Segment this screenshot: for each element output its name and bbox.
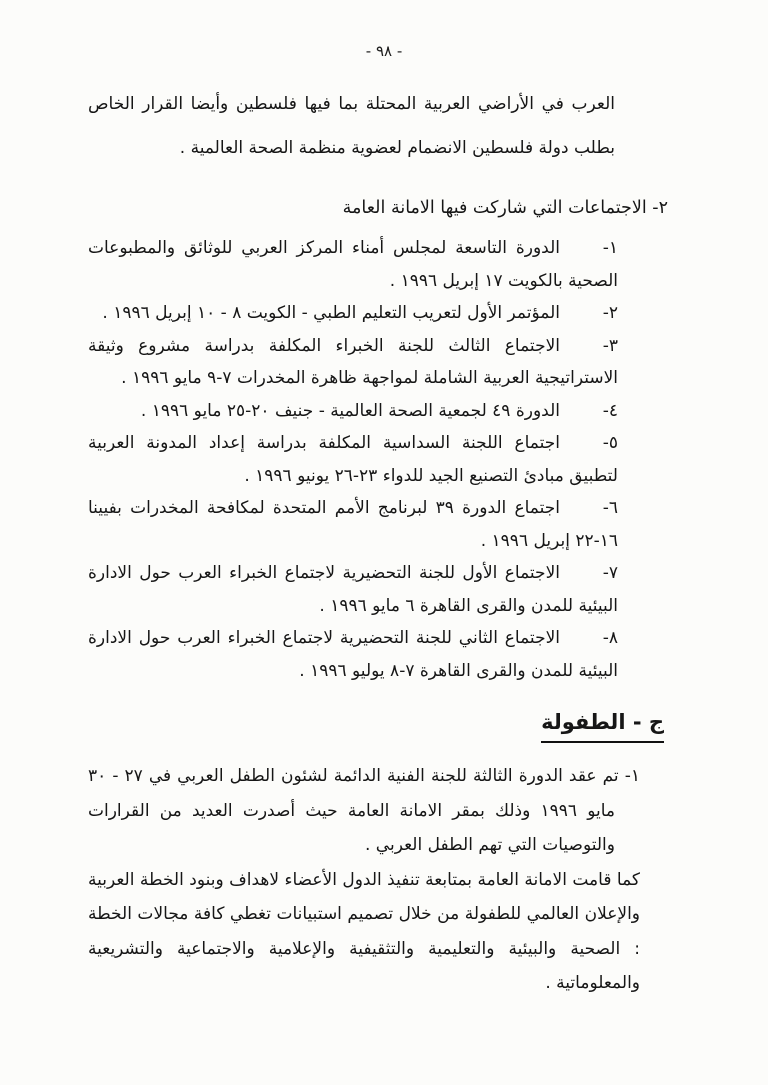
list-item: [88, 427, 618, 492]
meetings-list: [88, 232, 618, 687]
item-text: اجتماع اللجنة السداسية المكلفة بدراسة إعداد المدونة العربية لتطبيق مبادئ التصنيع الجيد للدواء ٢٣-٢٦ يونيو ١٩٩٦ .: [88, 433, 618, 486]
paragraph-text: تم عقد الدورة الثالثة للجنة الفنية الدائمة لشئون الطفل العربي في ٢٧ - ٣٠ مايو ١٩٩٦ وذلك بمقر الامانة العامة حيث أصدرت العديد من القرارات والتوصيات التي تهم الطفل العربي .: [88, 766, 619, 855]
item-number: ٥-: [602, 433, 618, 453]
item-text: الدورة التاسعة لمجلس أمناء المركز العربي للوثائق والمطبوعات الصحية بالكويت ١٧ إبريل ١٩٩٦ .: [88, 238, 618, 291]
item-text: اجتماع الدورة ٣٩ لبرنامج الأمم المتحدة لمكافحة المخدرات بفيينا ١٦-٢٢ إبريل ١٩٩٦ .: [88, 498, 618, 551]
childhood-heading-text: ج - الطفولة: [541, 707, 664, 743]
childhood-paragraph-2: كما قامت الامانة العامة بمتابعة تنفيذ الدول الأعضاء لاهداف وبنود الخطة العربية والإعلان العالمي للطفولة من خلال تصميم استبيانات تغطي كافة مجالات الخطة : الصحية والبيئية والتعليمية والتثقيفية والإعلامية والاجتماعية والتشريعية والمعلوماتية .: [88, 869, 640, 993]
page-number: - ٩٨ -: [365, 42, 403, 60]
item-text: الاجتماع الثاني للجنة التحضيرية لاجتماع الخبراء العرب حول الادارة البيئية للمدن والقرى القاهرة ٧-٨ يوليو ١٩٩٦ .: [88, 628, 618, 681]
item-number: ٣-: [602, 335, 618, 356]
childhood-paragraph-1: [88, 759, 640, 863]
list-item: [88, 622, 618, 687]
item-text: الاجتماع الثالث للجنة الخبراء المكلفة بدراسة مشروع وثيقة الاستراتيجية العربية الشاملة لمواجهة ظاهرة المخدرات ٧-٩ مايو ١٩٩٦ .: [88, 335, 618, 388]
list-item: [88, 297, 618, 330]
list-item: [88, 557, 618, 622]
list-item: [88, 232, 618, 297]
item-number: ٤-: [602, 400, 618, 421]
list-item: [88, 395, 618, 428]
meetings-section-heading: ٢- الاجتماعات التي شاركت فيها الامانة العامة: [342, 198, 668, 218]
list-item: [88, 330, 618, 395]
item-number: ٦-: [602, 498, 618, 518]
paragraph-number: ١-: [624, 766, 641, 786]
item-text: المؤتمر الأول لتعريب التعليم الطبي - الكويت ٨ - ١٠ إبريل ١٩٩٦ .: [102, 303, 560, 323]
item-number: ١-: [602, 238, 618, 258]
item-text: الدورة ٤٩ لجمعية الصحة العالمية - جنيف ٢٠-٢٥ مايو ١٩٩٦ .: [140, 400, 560, 421]
item-number: ٧-: [602, 563, 618, 583]
item-text: الاجتماع الأول للجنة التحضيرية لاجتماع الخبراء العرب حول الادارة البيئية للمدن والقرى القاهرة ٦ مايو ١٩٩٦ .: [88, 563, 618, 616]
intro-paragraph: العرب في الأراضي العربية المحتلة بما فيها فلسطين وأيضا القرار الخاص بطلب دولة فلسطين الانضمام لعضوية منظمة الصحة العالمية .: [88, 94, 615, 158]
item-number: ٨-: [602, 628, 618, 648]
childhood-section-heading: [88, 707, 664, 743]
list-item: [88, 492, 618, 557]
item-number: ٢-: [602, 303, 618, 323]
